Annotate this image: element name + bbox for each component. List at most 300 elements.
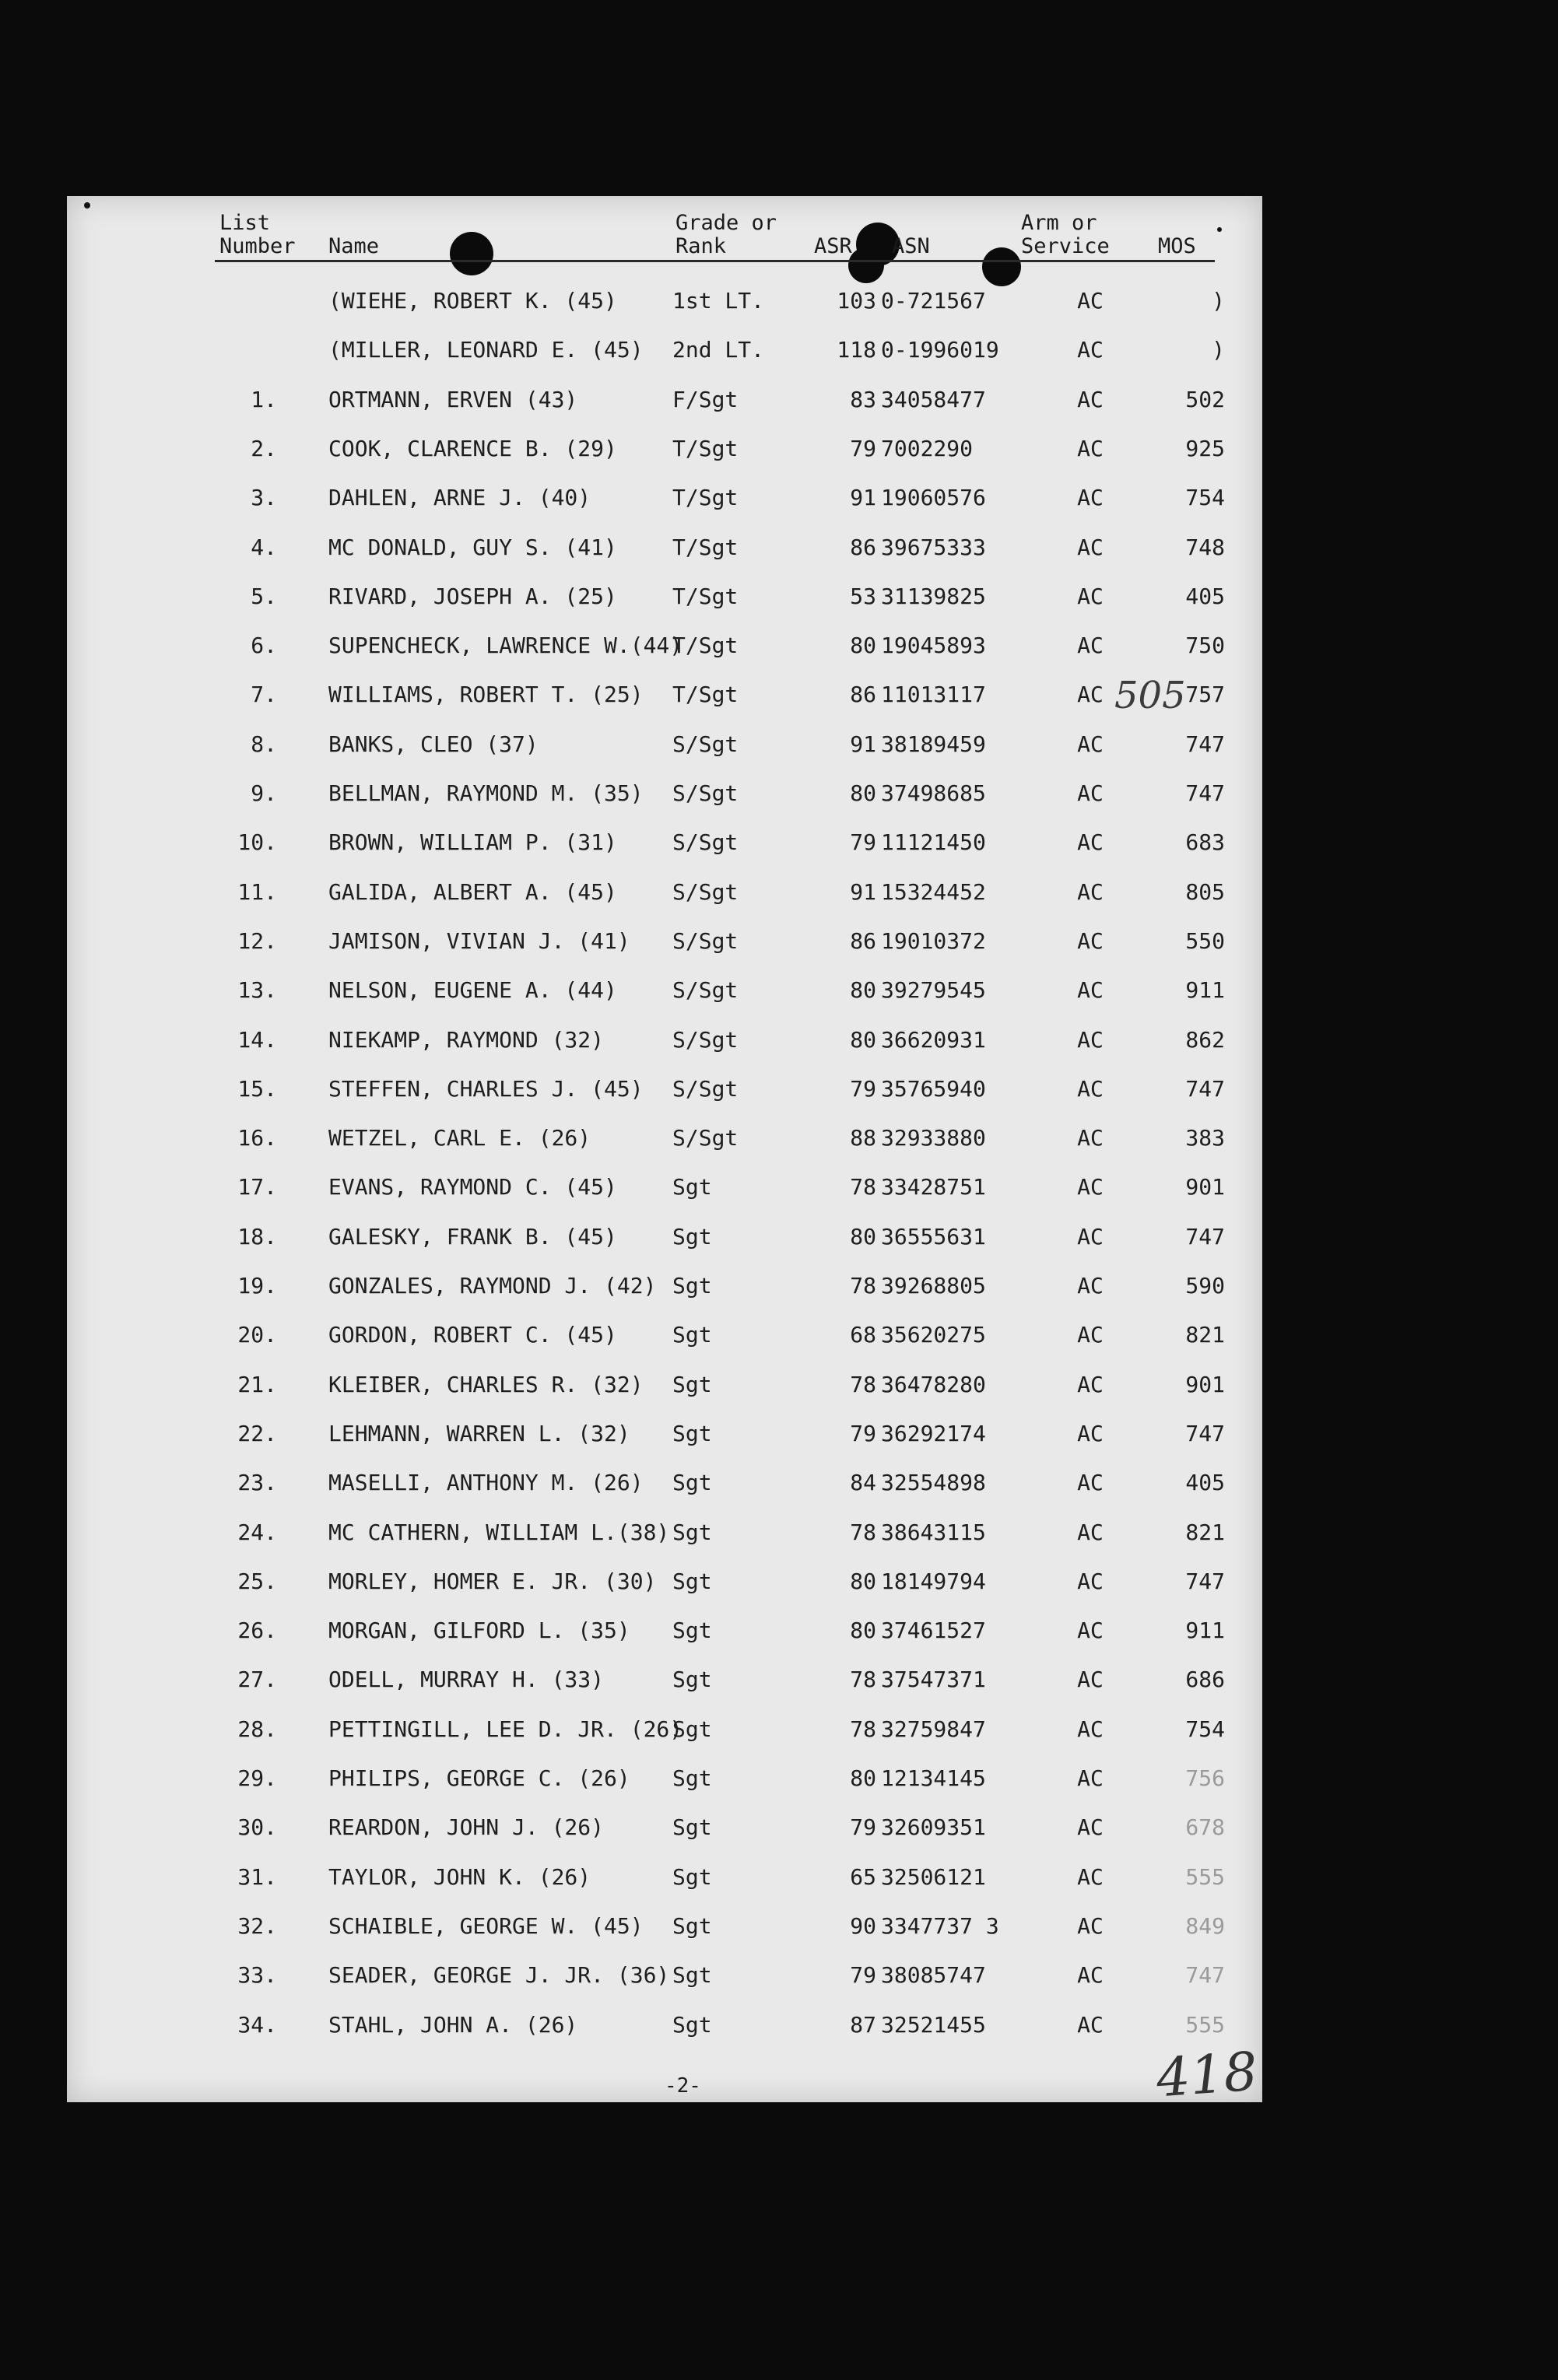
- asr-score: 78: [850, 1667, 876, 1693]
- header-grade-line2: Rank: [675, 234, 727, 258]
- arm-service: AC: [1077, 682, 1104, 708]
- handwritten-overwrite: 505: [1114, 674, 1186, 717]
- header-grade-rank: [675, 212, 777, 258]
- person-name: MC DONALD, GUY S. (41): [328, 534, 617, 560]
- arm-service: AC: [1077, 829, 1104, 856]
- serial-number: 36555631: [881, 1223, 986, 1250]
- mos-code: 550: [1185, 927, 1225, 954]
- grade-rank: S/Sgt: [672, 1026, 739, 1053]
- list-number: 16.: [237, 1125, 277, 1151]
- mos-code: 862: [1185, 1026, 1225, 1053]
- grade-rank: T/Sgt: [672, 435, 739, 461]
- list-number: 31.: [237, 1863, 277, 1890]
- person-name: (WIEHE, ROBERT K. (45): [328, 288, 617, 314]
- serial-number: 35620275: [881, 1322, 986, 1348]
- table-row: [67, 288, 1262, 319]
- header-list-number-line2: Number: [219, 234, 296, 258]
- mos-code: 911: [1185, 1618, 1225, 1644]
- asr-score: 78: [850, 1716, 876, 1742]
- arm-service: AC: [1077, 1273, 1104, 1299]
- header-asr: [814, 235, 852, 258]
- table-row: [67, 1618, 1262, 1649]
- mos-code: 405: [1185, 583, 1225, 609]
- asr-score: 80: [850, 1223, 876, 1250]
- mos-code: 747: [1185, 780, 1225, 806]
- grade-rank: Sgt: [672, 1962, 712, 1989]
- person-name: DAHLEN, ARNE J. (40): [328, 485, 591, 511]
- person-name: JAMISON, VIVIAN J. (41): [328, 927, 630, 954]
- asr-score: 103: [837, 288, 876, 314]
- asr-score: 53: [850, 583, 876, 609]
- serial-number: 15324452: [881, 878, 986, 905]
- table-row: [67, 780, 1262, 811]
- arm-service: AC: [1077, 1765, 1104, 1791]
- asr-score: 80: [850, 1568, 876, 1594]
- mos-code: 821: [1185, 1519, 1225, 1545]
- person-name: MORLEY, HOMER E. JR. (30): [328, 1568, 657, 1594]
- person-name: PETTINGILL, LEE D. JR. (26): [328, 1716, 683, 1742]
- list-number: 30.: [237, 1814, 277, 1841]
- grade-rank: S/Sgt: [672, 927, 739, 954]
- mos-code: 925: [1185, 435, 1225, 461]
- list-number: 26.: [237, 1618, 277, 1644]
- mos-code: 405: [1185, 1470, 1225, 1496]
- asr-score: 118: [837, 337, 876, 363]
- serial-number: 3347737 3: [881, 1912, 999, 1939]
- table-row: [67, 485, 1262, 516]
- list-number: 13.: [237, 977, 277, 1004]
- arm-service: AC: [1077, 1075, 1104, 1102]
- person-name: WILLIAMS, ROBERT T. (25): [328, 682, 644, 708]
- grade-rank: Sgt: [672, 1765, 712, 1791]
- grade-rank: Sgt: [672, 1470, 712, 1496]
- table-row: [67, 1174, 1262, 1205]
- grade-rank: F/Sgt: [672, 386, 739, 412]
- arm-service: AC: [1077, 1420, 1104, 1446]
- mos-code: 849: [1185, 1912, 1225, 1939]
- document-page: [67, 196, 1262, 2110]
- asr-score: 86: [850, 927, 876, 954]
- person-name: GALIDA, ALBERT A. (45): [328, 878, 617, 905]
- mos-code: 756: [1185, 1765, 1225, 1791]
- mos-code: 911: [1185, 977, 1225, 1004]
- table-row: [67, 387, 1262, 418]
- asr-score: 80: [850, 977, 876, 1004]
- table-row: [67, 829, 1262, 861]
- grade-rank: Sgt: [672, 1568, 712, 1594]
- serial-number: 39279545: [881, 977, 986, 1004]
- mos-code: 678: [1185, 1814, 1225, 1841]
- grade-rank: Sgt: [672, 1420, 712, 1446]
- serial-number: 32933880: [881, 1125, 986, 1151]
- mos-code: 686: [1185, 1667, 1225, 1693]
- serial-number: 39675333: [881, 534, 986, 560]
- arm-service: AC: [1077, 1814, 1104, 1841]
- table-row: [67, 535, 1262, 566]
- table-row: [67, 1765, 1262, 1796]
- serial-number: 19060576: [881, 485, 986, 511]
- grade-rank: S/Sgt: [672, 878, 739, 905]
- asr-score: 79: [850, 1814, 876, 1841]
- list-number: 33.: [237, 1962, 277, 1989]
- table-row: [67, 1470, 1262, 1501]
- header-name: [328, 235, 379, 258]
- grade-rank: Sgt: [672, 1863, 712, 1890]
- table-row: [67, 1322, 1262, 1353]
- arm-service: AC: [1077, 583, 1104, 609]
- serial-number: 18149794: [881, 1568, 986, 1594]
- serial-number: 38643115: [881, 1519, 986, 1545]
- arm-service: AC: [1077, 1371, 1104, 1397]
- header-asn-label: ASN: [892, 234, 930, 258]
- person-name: TAYLOR, JOHN K. (26): [328, 1863, 591, 1890]
- arm-service: AC: [1077, 1716, 1104, 1742]
- grade-rank: Sgt: [672, 1667, 712, 1693]
- grade-rank: Sgt: [672, 1223, 712, 1250]
- grade-rank: T/Sgt: [672, 583, 739, 609]
- mos-code: 555: [1185, 1863, 1225, 1890]
- grade-rank: T/Sgt: [672, 682, 739, 708]
- grade-rank: S/Sgt: [672, 731, 739, 757]
- mos-code: 747: [1185, 1223, 1225, 1250]
- grade-rank: Sgt: [672, 1716, 712, 1742]
- serial-number: 32609351: [881, 1814, 986, 1841]
- list-number: 34.: [237, 2011, 277, 2038]
- arm-service: AC: [1077, 1026, 1104, 1053]
- person-name: GONZALES, RAYMOND J. (42): [328, 1273, 657, 1299]
- person-name: GALESKY, FRANK B. (45): [328, 1223, 617, 1250]
- mos-code: 750: [1185, 633, 1225, 659]
- header-list-number-line1: List: [219, 211, 271, 235]
- asr-score: 65: [850, 1863, 876, 1890]
- asr-score: 79: [850, 1420, 876, 1446]
- grade-rank: 1st LT.: [672, 288, 765, 314]
- serial-number: 35765940: [881, 1075, 986, 1102]
- grade-rank: Sgt: [672, 1912, 712, 1939]
- serial-number: 38085747: [881, 1962, 986, 1989]
- asr-score: 80: [850, 633, 876, 659]
- arm-service: AC: [1077, 1470, 1104, 1496]
- person-name: LEHMANN, WARREN L. (32): [328, 1420, 630, 1446]
- arm-service: AC: [1077, 927, 1104, 954]
- table-row: [67, 633, 1262, 664]
- mos-code: 502: [1185, 386, 1225, 412]
- grade-rank: Sgt: [672, 1618, 712, 1644]
- asr-score: 68: [850, 1322, 876, 1348]
- grade-rank: Sgt: [672, 1174, 712, 1201]
- list-number: 14.: [237, 1026, 277, 1053]
- header-rule: [215, 260, 1215, 262]
- page-number: -2-: [665, 2074, 701, 2098]
- table-row: [67, 1273, 1262, 1304]
- serial-number: 39268805: [881, 1273, 986, 1299]
- asr-score: 80: [850, 1618, 876, 1644]
- asr-score: 88: [850, 1125, 876, 1151]
- grade-rank: S/Sgt: [672, 1125, 739, 1151]
- table-row: [67, 436, 1262, 467]
- table-row: [67, 1125, 1262, 1156]
- person-name: MASELLI, ANTHONY M. (26): [328, 1470, 644, 1496]
- list-number: 8.: [251, 731, 277, 757]
- table-row: [67, 1076, 1262, 1107]
- mos-code: ): [1212, 288, 1225, 314]
- table-row: [67, 1716, 1262, 1747]
- arm-service: AC: [1077, 633, 1104, 659]
- person-name: STEFFEN, CHARLES J. (45): [328, 1075, 644, 1102]
- header-mos-label: MOS: [1158, 234, 1196, 258]
- person-name: STAHL, JOHN A. (26): [328, 2011, 578, 2038]
- table-row: [67, 1814, 1262, 1845]
- list-number: 23.: [237, 1470, 277, 1496]
- grade-rank: S/Sgt: [672, 829, 739, 856]
- arm-service: AC: [1077, 1174, 1104, 1201]
- arm-service: AC: [1077, 1618, 1104, 1644]
- serial-number: 37461527: [881, 1618, 986, 1644]
- serial-number: 36620931: [881, 1026, 986, 1053]
- serial-number: 36292174: [881, 1420, 986, 1446]
- person-name: REARDON, JOHN J. (26): [328, 1814, 605, 1841]
- person-name: ORTMANN, ERVEN (43): [328, 386, 578, 412]
- serial-number: 11013117: [881, 682, 986, 708]
- asr-score: 79: [850, 1962, 876, 1989]
- list-number: 12.: [237, 927, 277, 954]
- serial-number: 12134145: [881, 1765, 986, 1791]
- serial-number: 31139825: [881, 583, 986, 609]
- punch-hole: [982, 247, 1021, 286]
- header-asn: [892, 235, 930, 258]
- mos-code: 805: [1185, 878, 1225, 905]
- mos-code: 754: [1185, 485, 1225, 511]
- mos-code: 901: [1185, 1174, 1225, 1201]
- table-row: [67, 1519, 1262, 1551]
- arm-service: AC: [1077, 288, 1104, 314]
- grade-rank: S/Sgt: [672, 977, 739, 1004]
- header-arm-service: [1021, 212, 1110, 258]
- asr-score: 91: [850, 485, 876, 511]
- arm-service: AC: [1077, 1863, 1104, 1890]
- table-row: [67, 337, 1262, 368]
- list-number: 5.: [251, 583, 277, 609]
- arm-service: AC: [1077, 1519, 1104, 1545]
- mos-code: 747: [1185, 1568, 1225, 1594]
- person-name: WETZEL, CARL E. (26): [328, 1125, 591, 1151]
- person-name: COOK, CLARENCE B. (29): [328, 435, 617, 461]
- arm-service: AC: [1077, 878, 1104, 905]
- grade-rank: S/Sgt: [672, 780, 739, 806]
- list-number: 15.: [237, 1075, 277, 1102]
- serial-number: 32759847: [881, 1716, 986, 1742]
- mos-code: 757: [1185, 682, 1225, 708]
- serial-number: 32554898: [881, 1470, 986, 1496]
- mos-code: 383: [1185, 1125, 1225, 1151]
- asr-score: 80: [850, 780, 876, 806]
- list-number: 17.: [237, 1174, 277, 1201]
- table-row: [67, 1372, 1262, 1403]
- person-name: BELLMAN, RAYMOND M. (35): [328, 780, 644, 806]
- person-name: (MILLER, LEONARD E. (45): [328, 337, 644, 363]
- person-name: SCHAIBLE, GEORGE W. (45): [328, 1912, 644, 1939]
- grade-rank: Sgt: [672, 1273, 712, 1299]
- mos-code: 747: [1185, 731, 1225, 757]
- mos-code: 748: [1185, 534, 1225, 560]
- grade-rank: Sgt: [672, 1371, 712, 1397]
- serial-number: 37547371: [881, 1667, 986, 1693]
- table-row: [67, 2012, 1262, 2043]
- arm-service: AC: [1077, 1962, 1104, 1989]
- asr-score: 83: [850, 386, 876, 412]
- arm-service: AC: [1077, 1223, 1104, 1250]
- serial-number: 33428751: [881, 1174, 986, 1201]
- serial-number: 7002290: [881, 435, 974, 461]
- asr-score: 79: [850, 1075, 876, 1102]
- person-name: GORDON, ROBERT C. (45): [328, 1322, 617, 1348]
- person-name: PHILIPS, GEORGE C. (26): [328, 1765, 630, 1791]
- person-name: NIEKAMP, RAYMOND (32): [328, 1026, 605, 1053]
- list-number: 9.: [251, 780, 277, 806]
- asr-score: 80: [850, 1765, 876, 1791]
- punch-hole: [450, 232, 493, 275]
- serial-number: 38189459: [881, 731, 986, 757]
- table-row: [67, 879, 1262, 910]
- list-number: 22.: [237, 1420, 277, 1446]
- asr-score: 86: [850, 534, 876, 560]
- arm-service: AC: [1077, 780, 1104, 806]
- header-asr-label: ASR: [814, 234, 852, 258]
- serial-number: 37498685: [881, 780, 986, 806]
- table-row: [67, 682, 1262, 713]
- person-name: NELSON, EUGENE A. (44): [328, 977, 617, 1004]
- person-name: MC CATHERN, WILLIAM L.(38): [328, 1519, 670, 1545]
- list-number: 6.: [251, 633, 277, 659]
- list-number: 24.: [237, 1519, 277, 1545]
- person-name: EVANS, RAYMOND C. (45): [328, 1174, 617, 1201]
- asr-score: 79: [850, 435, 876, 461]
- grade-rank: Sgt: [672, 1814, 712, 1841]
- arm-service: AC: [1077, 1912, 1104, 1939]
- mos-code: 821: [1185, 1322, 1225, 1348]
- grade-rank: Sgt: [672, 1519, 712, 1545]
- table-row: [67, 1569, 1262, 1600]
- mos-code: 747: [1185, 1075, 1225, 1102]
- list-number: 3.: [251, 485, 277, 511]
- header-mos: [1158, 235, 1196, 258]
- table-row: [67, 928, 1262, 959]
- serial-number: 19045893: [881, 633, 986, 659]
- mos-code: 754: [1185, 1716, 1225, 1742]
- mos-code: 555: [1185, 2011, 1225, 2038]
- header-grade-line1: Grade or: [675, 211, 777, 235]
- table-row: [67, 1027, 1262, 1058]
- asr-score: 87: [850, 2011, 876, 2038]
- asr-score: 78: [850, 1519, 876, 1545]
- arm-service: AC: [1077, 485, 1104, 511]
- mos-code: ): [1212, 337, 1225, 363]
- grade-rank: Sgt: [672, 2011, 712, 2038]
- header-arm-line2: Service: [1021, 234, 1110, 258]
- arm-service: AC: [1077, 2011, 1104, 2038]
- handwritten-stamp: 418: [1154, 2041, 1260, 2110]
- grade-rank: T/Sgt: [672, 534, 739, 560]
- mos-code: 747: [1185, 1420, 1225, 1446]
- arm-service: AC: [1077, 1322, 1104, 1348]
- table-row: [67, 1421, 1262, 1452]
- table-row: [67, 731, 1262, 762]
- serial-number: 32506121: [881, 1863, 986, 1890]
- serial-number: 32521455: [881, 2011, 986, 2038]
- grade-rank: S/Sgt: [672, 1075, 739, 1102]
- asr-score: 80: [850, 1026, 876, 1053]
- mos-code: 901: [1185, 1371, 1225, 1397]
- person-name: BANKS, CLEO (37): [328, 731, 539, 757]
- list-number: 25.: [237, 1568, 277, 1594]
- mos-code: 590: [1185, 1273, 1225, 1299]
- list-number: 28.: [237, 1716, 277, 1742]
- list-number: 1.: [251, 386, 277, 412]
- asr-score: 84: [850, 1470, 876, 1496]
- list-number: 11.: [237, 878, 277, 905]
- list-number: 20.: [237, 1322, 277, 1348]
- person-name: ODELL, MURRAY H. (33): [328, 1667, 605, 1693]
- arm-service: AC: [1077, 1568, 1104, 1594]
- list-number: 29.: [237, 1765, 277, 1791]
- table-row: [67, 584, 1262, 615]
- grade-rank: T/Sgt: [672, 485, 739, 511]
- list-number: 10.: [237, 829, 277, 856]
- list-number: 32.: [237, 1912, 277, 1939]
- arm-service: AC: [1077, 1667, 1104, 1693]
- table-row: [67, 1913, 1262, 1944]
- arm-service: AC: [1077, 337, 1104, 363]
- list-number: 19.: [237, 1273, 277, 1299]
- table-row: [67, 1224, 1262, 1255]
- arm-service: AC: [1077, 534, 1104, 560]
- grade-rank: T/Sgt: [672, 633, 739, 659]
- serial-number: 0-1996019: [881, 337, 999, 363]
- table-row: [67, 1962, 1262, 1993]
- asr-score: 91: [850, 731, 876, 757]
- arm-service: AC: [1077, 977, 1104, 1004]
- person-name: RIVARD, JOSEPH A. (25): [328, 583, 617, 609]
- asr-score: 79: [850, 829, 876, 856]
- ink-speck: [1217, 227, 1222, 232]
- asr-score: 78: [850, 1371, 876, 1397]
- table-row: [67, 1864, 1262, 1895]
- punch-hole: [848, 247, 884, 283]
- person-name: SUPENCHECK, LAWRENCE W.(44): [328, 633, 683, 659]
- mos-code: 683: [1185, 829, 1225, 856]
- list-number: 21.: [237, 1371, 277, 1397]
- serial-number: 0-721567: [881, 288, 986, 314]
- serial-number: 36478280: [881, 1371, 986, 1397]
- serial-number: 19010372: [881, 927, 986, 954]
- arm-service: AC: [1077, 386, 1104, 412]
- serial-number: 11121450: [881, 829, 986, 856]
- arm-service: AC: [1077, 435, 1104, 461]
- table-row: [67, 977, 1262, 1008]
- list-number: 2.: [251, 435, 277, 461]
- list-number: 7.: [251, 682, 277, 708]
- header-arm-line1: Arm or: [1021, 211, 1097, 235]
- header-name-label: Name: [328, 234, 380, 258]
- arm-service: AC: [1077, 1125, 1104, 1151]
- asr-score: 91: [850, 878, 876, 905]
- table-row: [67, 1667, 1262, 1698]
- ink-speck: [84, 202, 90, 209]
- list-number: 18.: [237, 1223, 277, 1250]
- grade-rank: Sgt: [672, 1322, 712, 1348]
- asr-score: 86: [850, 682, 876, 708]
- asr-score: 78: [850, 1174, 876, 1201]
